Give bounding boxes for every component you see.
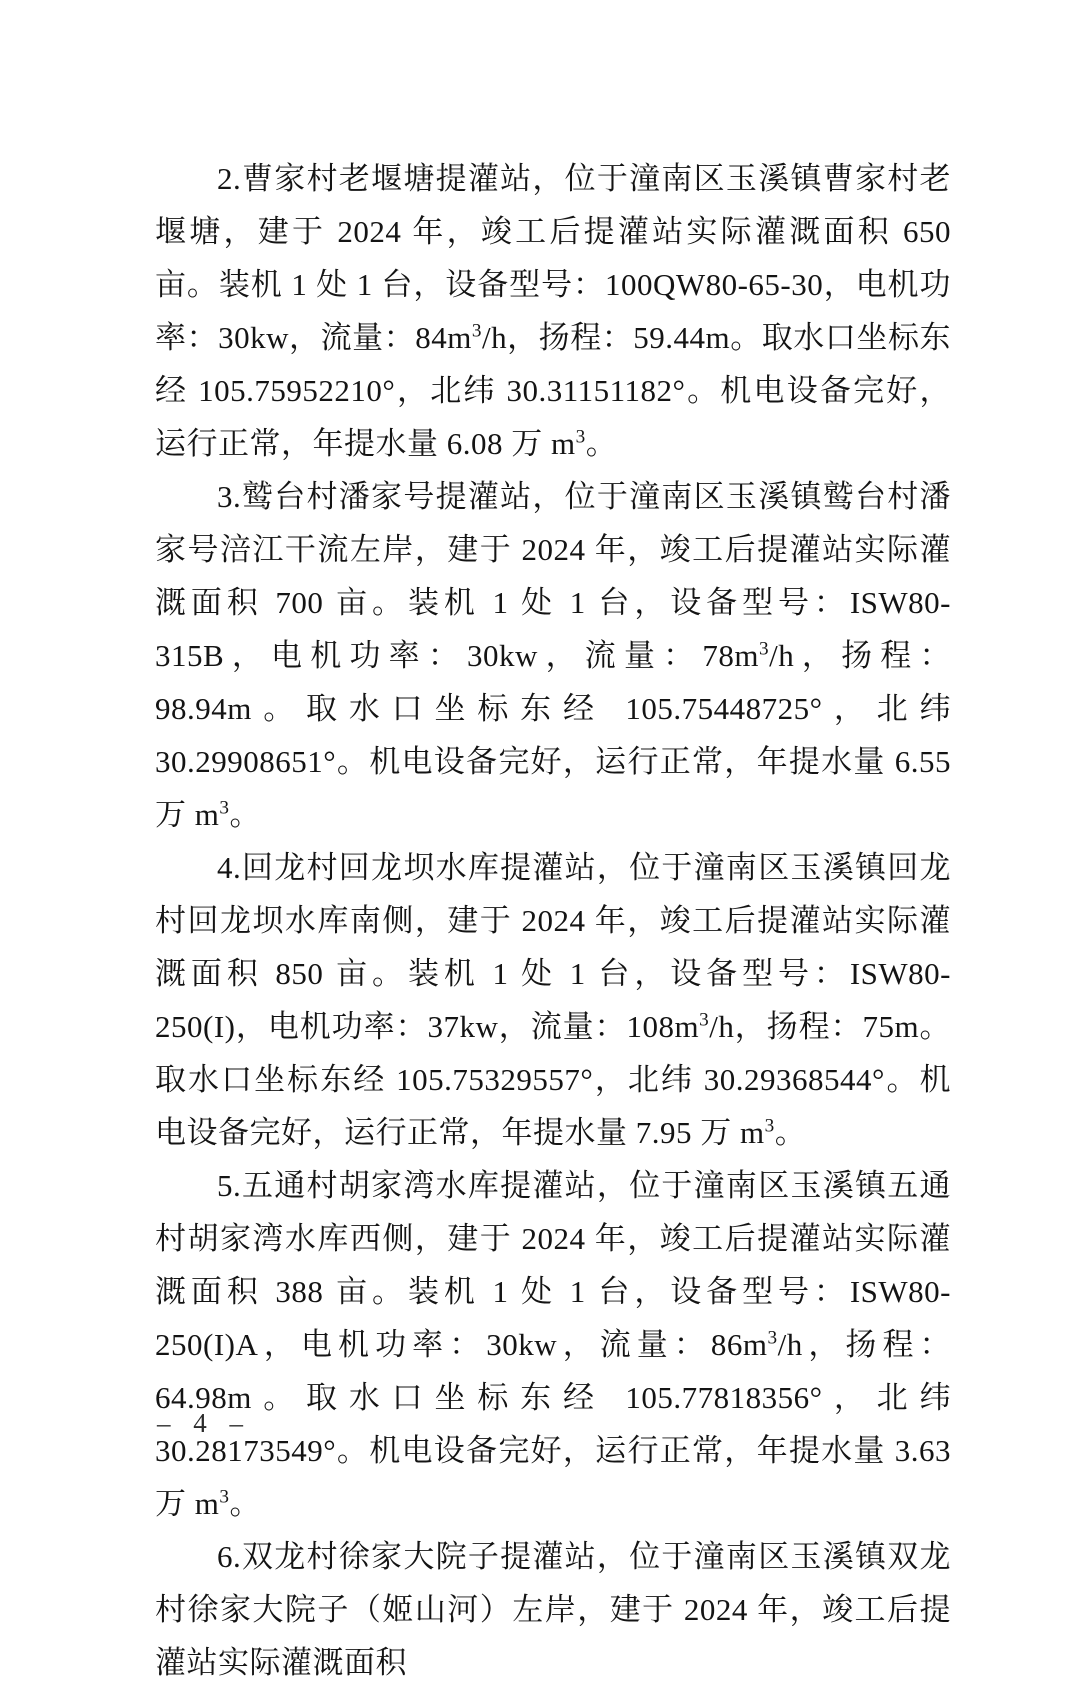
text-run: 。 bbox=[774, 1115, 807, 1150]
paragraph bbox=[155, 470, 951, 841]
text-run: 6.双龙村徐家大院子提灌站，位于潼南区玉溪镇双龙村徐家大院子（姬山河）左岸，建于 2024 年，竣工后提灌站实际灌溉面积 bbox=[155, 1539, 951, 1680]
superscript-text: 3 bbox=[699, 1009, 710, 1031]
text-run: 。 bbox=[229, 1486, 261, 1521]
paragraph bbox=[155, 152, 951, 470]
superscript-text: 3 bbox=[219, 1486, 230, 1508]
text-run: 。 bbox=[585, 426, 618, 461]
text-run: 3.鹫台村潘家号提灌站，位于潼南区玉溪镇鹫台村潘家号涪江干流左岸，建于 2024 年，竣工后提灌站实际灌溉面积 700 亩。装机 1 处 1 台，设备型号：ISW80-315B，电机功率：30kw，流量：78m bbox=[155, 479, 951, 673]
text-run: 4.回龙村回龙坝水库提灌站，位于潼南区玉溪镇回龙村回龙坝水库南侧，建于 2024 年，竣工后提灌站实际灌溉面积 850 亩。装机 1 处 1 台，设备型号：ISW80-250(I)，电机功率：37kw，流量：108m bbox=[155, 850, 951, 1044]
paragraph bbox=[155, 841, 951, 1159]
text-run: 5.五通村胡家湾水库提灌站，位于潼南区玉溪镇五通村胡家湾水库西侧，建于 2024 年，竣工后提灌站实际灌溉面积 388 亩。装机 1 处 1 台，设备型号：ISW80-250(I)A，电机功率：30kw，流量：86m bbox=[155, 1168, 951, 1362]
superscript-text: 3 bbox=[575, 426, 586, 448]
text-run: /h，扬程：75m。取水口坐标东经 105.75329557°，北纬 30.29368544°。机电设备完好，运行正常，年提水量 7.95 万 m bbox=[155, 1009, 951, 1150]
text-run: 2.曹家村老堰塘提灌站，位于潼南区玉溪镇曹家村老堰塘，建于 2024 年，竣工后提灌站实际灌溉面积 650 亩。装机 1 处 1 台，设备型号：100QW80-65-30，电机功率：30kw，流量：84m bbox=[155, 161, 951, 355]
superscript-text: 3 bbox=[219, 797, 230, 819]
paragraph bbox=[155, 1530, 951, 1689]
text-run: 。 bbox=[229, 797, 261, 832]
superscript-text: 3 bbox=[758, 638, 770, 660]
superscript-text: 3 bbox=[764, 1115, 775, 1137]
paragraph bbox=[155, 1159, 951, 1530]
text-run: /h，扬程：59.44m。取水口坐标东经 105.75952210°，北纬 30.31151182°。机电设备完好，运行正常，年提水量 6.08 万 m bbox=[155, 320, 951, 461]
document-body bbox=[155, 152, 951, 1689]
superscript-text: 3 bbox=[767, 1327, 778, 1349]
text-run: /h，扬程：98.94m。取水口坐标东经 105.75448725°，北纬 30.29908651°。机电设备完好，运行正常，年提水量 6.55 万 m bbox=[155, 638, 951, 832]
text-run: /h，扬程：64.98m。取水口坐标东经 105.77818356°，北纬 30.28173549°。机电设备完好，运行正常，年提水量 3.63 万 m bbox=[155, 1327, 951, 1521]
page-number: – 4 – bbox=[157, 1408, 251, 1438]
superscript-text: 3 bbox=[471, 320, 482, 342]
